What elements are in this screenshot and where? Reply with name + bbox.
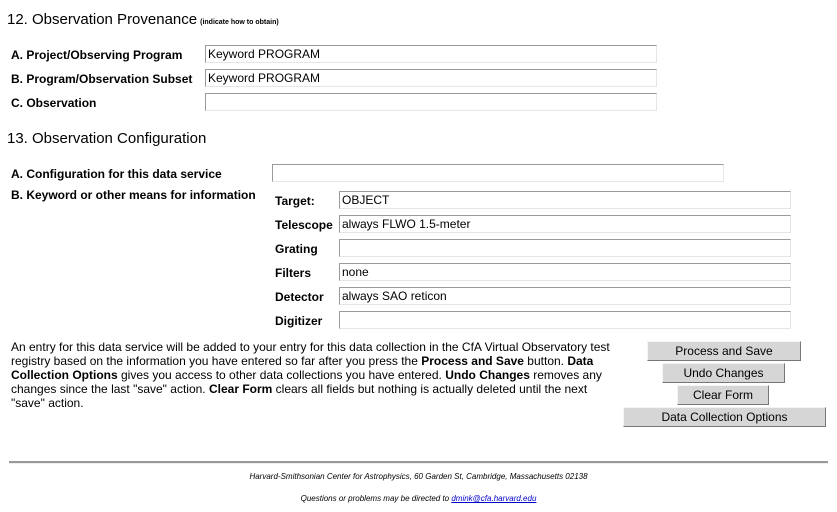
target-label: Target: bbox=[275, 194, 315, 208]
info-clear-ref: Clear Form bbox=[208, 382, 273, 396]
observation-input[interactable] bbox=[205, 93, 657, 111]
telescope-label: Telescope bbox=[275, 218, 333, 232]
digitizer-input[interactable] bbox=[339, 311, 791, 329]
data-collection-options-button[interactable]: Data Collection Options bbox=[623, 407, 826, 427]
grating-label: Grating bbox=[275, 242, 318, 256]
process-and-save-button[interactable]: Process and Save bbox=[647, 341, 801, 361]
grating-input[interactable] bbox=[339, 239, 791, 257]
info-text-1: An entry for this data service will be added to your entry for this data collection in the CfA Virtual Observatory test registry based on the information you have entered so far after you press the bbox=[11, 340, 610, 368]
filters-label: Filters bbox=[275, 266, 312, 280]
info-options-ref: Data Collection Options bbox=[11, 354, 594, 382]
filters-input[interactable]: none bbox=[339, 263, 791, 281]
section-13-title: 13. Observation Configuration bbox=[7, 130, 207, 147]
configuration-input[interactable] bbox=[272, 164, 724, 182]
footer-divider bbox=[9, 461, 828, 464]
info-text-5: clears all fields but nothing is actually deleted until the next "save" action. bbox=[11, 382, 588, 410]
program-subset-label: B. Program/Observation Subset bbox=[11, 72, 193, 86]
configuration-label: A. Configuration for this data service bbox=[11, 167, 222, 181]
info-text-4: removes any changes since the last "save" action. bbox=[11, 368, 602, 396]
footer-contact bbox=[0, 494, 837, 503]
info-process-ref: Process and Save bbox=[421, 354, 524, 368]
detector-input[interactable]: always SAO reticon bbox=[339, 287, 791, 305]
section-12-note: (indicate how to obtain) bbox=[200, 19, 279, 26]
section-12-heading bbox=[7, 11, 279, 28]
program-subset-input[interactable]: Keyword PROGRAM bbox=[205, 69, 657, 87]
telescope-input[interactable]: always FLWO 1.5-meter bbox=[339, 215, 791, 233]
detector-label: Detector bbox=[275, 290, 324, 304]
observation-label: C. Observation bbox=[11, 96, 97, 110]
project-program-input[interactable]: Keyword PROGRAM bbox=[205, 45, 657, 63]
target-input[interactable]: OBJECT bbox=[339, 191, 791, 209]
keyword-label: B. Keyword or other means for information bbox=[11, 188, 256, 202]
info-paragraph bbox=[11, 340, 616, 410]
footer-contact-text: Questions or problems may be directed to bbox=[300, 494, 452, 503]
digitizer-label: Digitizer bbox=[275, 314, 323, 328]
section-12-title: 12. Observation Provenance bbox=[7, 11, 198, 28]
footer-address: Harvard-Smithsonian Center for Astrophysics, 60 Garden St, Cambridge, Massachusetts 02138 bbox=[249, 472, 588, 481]
info-undo-ref: Undo Changes bbox=[445, 368, 530, 382]
footer-email-link[interactable]: dmink@cfa.harvard.edu bbox=[451, 494, 537, 503]
info-text-2: button. bbox=[523, 354, 568, 368]
clear-form-button[interactable]: Clear Form bbox=[677, 385, 769, 405]
project-program-label: A. Project/Observing Program bbox=[11, 48, 183, 62]
info-text-3: gives you access to other data collections you have entered. bbox=[117, 368, 446, 382]
undo-changes-button[interactable]: Undo Changes bbox=[662, 363, 785, 383]
